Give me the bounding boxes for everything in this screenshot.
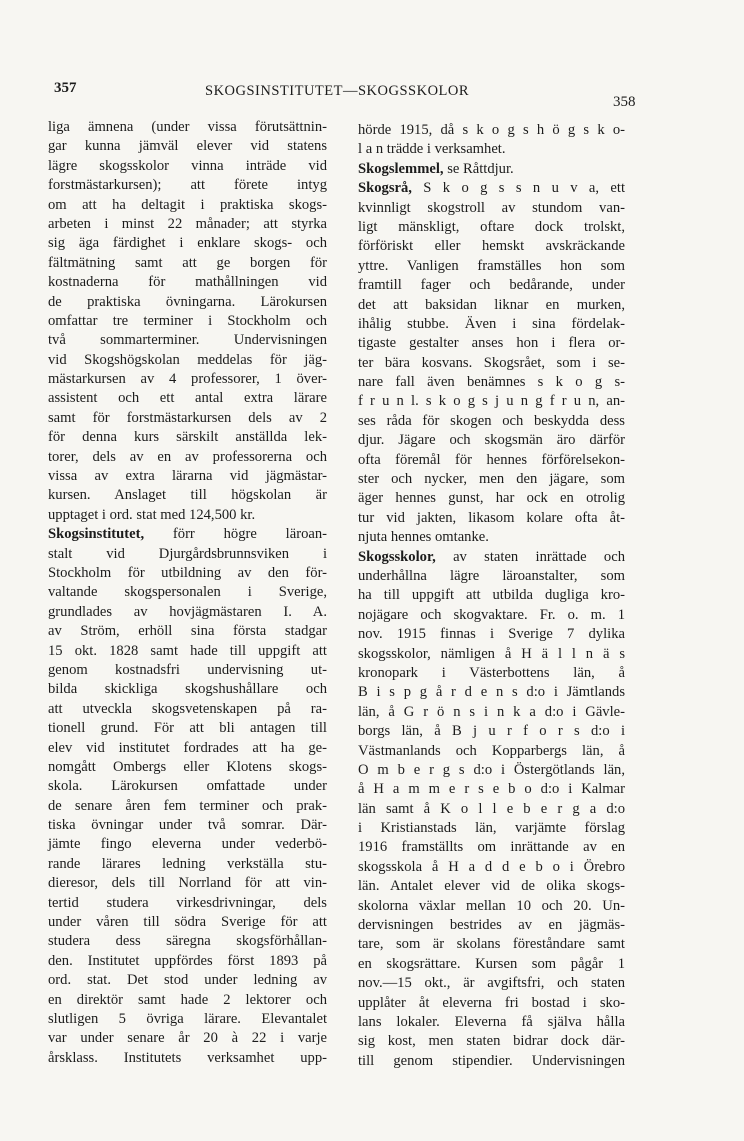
line-text: tertid studera virkesdrivningar, dels [48,894,327,911]
line-text: f r u n l. s k o g s j u n g f r u n, an- [358,393,625,410]
text-line [358,935,625,954]
entry-headword: Skogslemmel, [358,160,444,177]
text-line [358,528,625,547]
text-line [48,1049,327,1068]
text-line [358,334,625,353]
line-text: 15 okt. 1828 samt hade till uppgift att [48,642,327,659]
text-line [358,296,625,315]
running-head: SKOGSINSTITUTET—SKOGSSKOLOR [205,83,470,99]
entry-headword: Skogsskolor, [358,548,436,565]
line-text: kronopark i Västerbottens län, å [358,664,625,681]
line-text: torer, dels av en av professorerna och [48,448,327,465]
right-text-column [358,121,625,1071]
line-text: nov. 1915 finnas i Sverige 7 dylika [358,626,625,643]
line-text: sig kost, men staten bidrar dock där- [358,1033,625,1050]
text-line [358,742,625,761]
text-line [48,642,327,661]
line-text: skolorna växlar mellan 10 och 20. Un- [358,897,625,914]
text-line [48,293,327,312]
entry-headword: Skogsinstitutet, [48,526,145,543]
line-text: län. Antalet elever vid de olika skogs- [358,878,625,895]
text-line [48,545,327,564]
line-text: län, å G r ö n s i n k a d:o i Gävle- [358,703,625,720]
line-text: vid Skogshögskolan meddelas för jäg- [48,351,327,368]
line-text: de praktiska övningarna. Lärokursen [48,293,327,310]
line-text: vissa av extra lärarna vid jägmästar- [48,468,327,485]
line-text: dieresor, dels till Norrland för att vin- [48,875,327,892]
line-text: kostnaderna för mathållningen vid [48,274,327,291]
text-line [358,121,625,140]
text-line [48,157,327,176]
text-line [48,448,327,467]
line-text: genom kostnadsfri undervisning ut- [48,661,327,678]
line-text: nomgått Ombergs eller Klotens skogs- [48,758,327,775]
line-text: det att baksidan liknar en murken, [358,296,625,313]
line-text: för denna kurs särskilt anställda lek- [48,429,327,446]
text-line [358,470,625,489]
text-line [358,489,625,508]
text-line [48,952,327,971]
text-line [358,722,625,741]
line-text: förföriskt eller hemskt avskräckande [358,238,625,255]
line-text: fältmätning samt att ge borgen för [48,254,327,271]
line-text: hörde 1915, då s k o g s h ö g s k o- [358,122,625,138]
line-text: kursen. Anslaget till högskolan är [48,487,327,504]
line-text: ligt mänskligt, oftare dock trolskt, [358,218,625,235]
line-text: slutligen 5 övriga lärare. Elevantalet [48,1010,327,1027]
line-text: 1916 framställts om inrättande av en [358,839,625,856]
line-text: se Råttdjur. [443,160,514,177]
line-text: ter bära kosvans. Skogsrået, som i se- [358,354,625,371]
line-text: nare fall även benämnes s k o g s- [358,374,625,391]
line-text: tare, som är skolans föreståndare samt [358,936,625,953]
text-line [358,625,625,644]
text-line [358,160,625,179]
right-page-number: 358 [613,94,636,110]
line-text: av staten inrättade och [435,548,625,565]
text-line [358,606,625,625]
text-line [48,215,327,234]
line-text: tionell grund. För att bli antagen till [48,720,327,737]
line-text: Stockholm för utbildning av den för- [48,564,327,581]
text-line [48,777,327,796]
line-text: Västmanlands och Kopparbergs län, å [358,742,625,759]
text-line [358,218,625,237]
text-line [48,525,327,544]
text-line [48,234,327,253]
text-line [48,176,327,195]
line-text: var under senare år 20 à 22 i varje [48,1030,327,1047]
line-text: förr högre läroan- [144,526,327,543]
text-line [48,583,327,602]
line-text: upptaget i ord. stat med 124,500 kr. [48,506,256,523]
text-line [358,140,625,159]
line-text: djur. Jägare och skogsmän äro därför [358,432,625,449]
text-line [48,913,327,932]
text-line [358,703,625,722]
text-line [48,661,327,680]
text-line [358,354,625,373]
text-line [358,994,625,1013]
text-line [48,409,327,428]
line-text: ihålig stubbe. Även i sina fördelak- [358,315,625,332]
text-line [358,916,625,935]
text-line [358,877,625,896]
text-line [358,1013,625,1032]
line-text: under våren till södra Sverige för att [48,914,327,931]
line-text: O m b e r g s d:o i Östergötlands län, [358,761,625,778]
line-text: borgs län, å B j u r f o r s d:o i [358,723,625,740]
line-text: ses råda för skogen och beskydda dess [358,412,625,429]
line-text: mästarkursen av 4 professorer, 1 över- [48,371,327,388]
line-text: tur vid jakten, likasom kolare ofta åt- [358,509,625,526]
line-text: lans lokaler. Eleverna få själva hålla [358,1013,625,1030]
text-line [48,874,327,893]
text-line [48,739,327,758]
line-text: de senare åren fem terminer och prak- [48,797,327,814]
text-line [48,486,327,505]
line-text: ord. stat. Det stod under ledning av [48,972,327,989]
line-text: nojägare och skogvaktare. Fr. o. m. 1 [358,606,625,623]
text-line [358,199,625,218]
line-text: till genom stipendier. Undervisningen [358,1052,625,1069]
text-line [358,819,625,838]
line-text: omfattar tre terminer i Stockholm och [48,312,327,329]
line-text: ofta föremål för hennes förförelsekon- [358,451,625,468]
line-text: ha till uppgift att utbilda dugliga kro- [358,587,625,604]
text-line [48,894,327,913]
line-text: upplåter åt eleverna fri bostad i sko- [358,994,625,1011]
text-line [48,564,327,583]
line-text: lägre skogsskolor vinna inträde vid [48,157,327,174]
text-line [358,451,625,470]
text-line [358,276,625,295]
line-text: skogsskola å H a d d e b o i Örebro [358,858,625,875]
text-line [358,955,625,974]
text-line [358,645,625,664]
text-line [358,761,625,780]
text-line [48,351,327,370]
line-text: underhållna lägre läroanstalter, som [358,567,625,584]
text-line [358,1052,625,1071]
text-line [48,370,327,389]
text-line [358,974,625,993]
line-text: l a n trädde i verksamhet. [358,141,506,158]
text-line [48,254,327,273]
text-line [358,412,625,431]
text-line [48,428,327,447]
text-line [358,237,625,256]
text-line [358,1032,625,1051]
text-line [358,567,625,586]
line-text: å H a m m e r s e b o d:o i Kalmar [358,781,625,798]
text-line [358,509,625,528]
line-text: två sommarterminer. Undervisningen [48,332,327,349]
line-text: dervisningen bestrides av en jägmäs- [358,917,625,934]
text-line [48,273,327,292]
line-text: tigaste gestalter anses hon i flera or- [358,335,625,352]
text-line [48,1029,327,1048]
text-line [358,179,625,198]
text-line [358,800,625,819]
text-line [358,586,625,605]
text-line [48,971,327,990]
text-line [358,780,625,799]
line-text: valtande skogspersonalen i Sverige, [48,584,327,601]
line-text: en skogsrättare. Kursen som pågår 1 [358,955,625,972]
text-line [358,897,625,916]
text-line [48,1010,327,1029]
line-text: njuta hennes omtanke. [358,529,489,546]
line-text: gar kunna jämväl elever vid statens [48,138,327,155]
line-text: sig äga färdighet i enklare skogs- och [48,235,327,252]
text-line [48,137,327,156]
line-text: rande lärares ledning verkställa stu- [48,855,327,872]
line-text: om att ha deltagit i praktiska skogs- [48,196,327,213]
text-line [358,431,625,450]
line-text: län samt å K o l l e b e r g a d:o [358,800,625,817]
left-text-column [48,118,327,1068]
text-line [48,932,327,951]
line-text: bilda skickliga skogshushållare och [48,681,327,698]
entry-headword: Skogsrå, [358,180,412,197]
line-text: assistent och ett antal extra lärare [48,390,327,407]
text-line [48,603,327,622]
text-line [48,835,327,854]
text-line [48,680,327,699]
line-text: framtill fager och bedårande, under [358,277,625,294]
line-text: S k o g s s n u v a, ett [411,180,625,197]
line-text: att utveckla skogsvetenskapen på ra- [48,700,327,717]
line-text: skogsskolor, nämligen å H ä l l n ä s [358,645,625,662]
text-line [48,700,327,719]
text-line [358,392,625,411]
line-text: den. Institutet uppfördes först 1893 på [48,952,327,969]
line-text: en direktör samt hade 2 lektorer och [48,991,327,1008]
text-line [358,548,625,567]
text-line [358,315,625,334]
text-line [48,312,327,331]
line-text: jämte fingo eleverna under vederbö- [48,836,327,853]
text-line [48,991,327,1010]
text-line [358,838,625,857]
line-text: liga ämnena (under vissa förutsättnin- [48,119,327,135]
text-line [48,855,327,874]
line-text: i Kristianstads län, varjämte förslag [358,820,625,837]
line-text: av Ström, erhöll sina första stadgar [48,623,327,640]
line-text: skola. Lärokursen omfattade under [48,778,327,795]
text-line [48,622,327,641]
line-text: B i s p g å r d e n s d:o i Jämtlands [358,684,625,701]
line-text: elev vid institutet fordrades att ha ge- [48,739,327,756]
text-line [358,664,625,683]
left-page-number: 357 [54,80,77,96]
line-text: yttre. Vanligen framställes hon som [358,257,625,274]
line-text: kvinnligt skogstroll av stundom van- [358,199,625,216]
line-text: ster och nycker, men den jägare, som [358,471,625,488]
text-line [48,506,327,525]
text-line [48,196,327,215]
line-text: stalt vid Djurgårdsbrunnsviken i [48,545,327,562]
text-line [48,758,327,777]
text-line [358,373,625,392]
text-line [48,816,327,835]
text-line [358,257,625,276]
line-text: tiska övningar under två somrar. Där- [48,817,327,834]
text-line [48,118,327,137]
text-line [358,683,625,702]
text-line [48,719,327,738]
line-text: grundlades av hovjägmästaren I. A. [48,603,327,620]
line-text: studera dess säregna skogsförhållan- [48,933,327,950]
line-text: arbeten i minst 22 månader; att styrka [48,215,327,232]
text-line [48,467,327,486]
text-line [48,331,327,350]
text-line [358,858,625,877]
text-line [48,797,327,816]
line-text: forstmästarkursen); att förete intyg [48,177,327,194]
text-line [48,389,327,408]
line-text: samt för forstmästarkursen dels av 2 [48,409,327,426]
line-text: nov.—15 okt., är avgiftsfri, och staten [358,975,625,992]
line-text: äger hennes gunst, har ock en otrolig [358,490,625,507]
line-text: årsklass. Institutets verksamhet upp- [48,1049,327,1066]
